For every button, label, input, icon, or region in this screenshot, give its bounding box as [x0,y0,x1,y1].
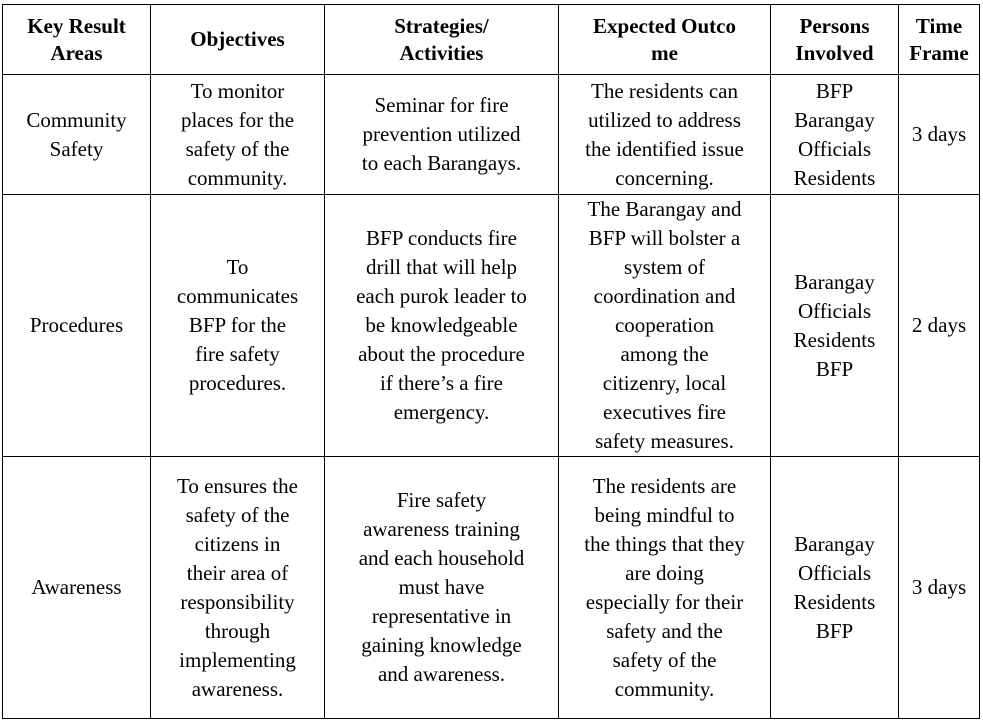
action-plan-table [2,4,980,719]
header-persons-involved: Persons Involved [771,5,899,75]
header-key-result-areas: Key Result Areas [3,5,151,75]
table-row [3,75,980,195]
cell-objective: To communicates BFP for the fire safety procedures. [151,195,325,457]
cell-strategy: BFP conducts fire drill that will help each purok leader to be knowledgeable about the procedure if there’s a fire emergency. [325,195,559,457]
cell-persons-involved: BFP Barangay Officials Residents [771,75,899,195]
header-row [3,5,980,75]
header-time-frame: Time Frame [899,5,980,75]
table-row [3,195,980,457]
header-expected-outcome: Expected Outco me [559,5,771,75]
header-strategies-activities: Strategies/ Activities [325,5,559,75]
cell-key-result-area: Community Safety [3,75,151,195]
cell-strategy: Fire safety awareness training and each household must have representative in gaining knowledge and awareness. [325,457,559,719]
cell-strategy: Seminar for fire prevention utilized to each Barangays. [325,75,559,195]
cell-expected-outcome: The residents are being mindful to the things that they are doing especially for their safety and the safety of the community. [559,457,771,719]
cell-expected-outcome: The residents can utilized to address the identified issue concerning. [559,75,771,195]
cell-key-result-area: Procedures [3,195,151,457]
cell-expected-outcome: The Barangay and BFP will bolster a system of coordination and cooperation among the citizenry, local executives fire safety measures. [559,195,771,457]
cell-persons-involved: Barangay Officials Residents BFP [771,457,899,719]
cell-objective: To monitor places for the safety of the community. [151,75,325,195]
cell-objective: To ensures the safety of the citizens in their area of responsibility through implementing awareness. [151,457,325,719]
cell-persons-involved: Barangay Officials Residents BFP [771,195,899,457]
cell-key-result-area: Awareness [3,457,151,719]
table-row [3,457,980,719]
cell-time-frame: 2 days [899,195,980,457]
cell-time-frame: 3 days [899,457,980,719]
header-objectives: Objectives [151,5,325,75]
cell-time-frame: 3 days [899,75,980,195]
